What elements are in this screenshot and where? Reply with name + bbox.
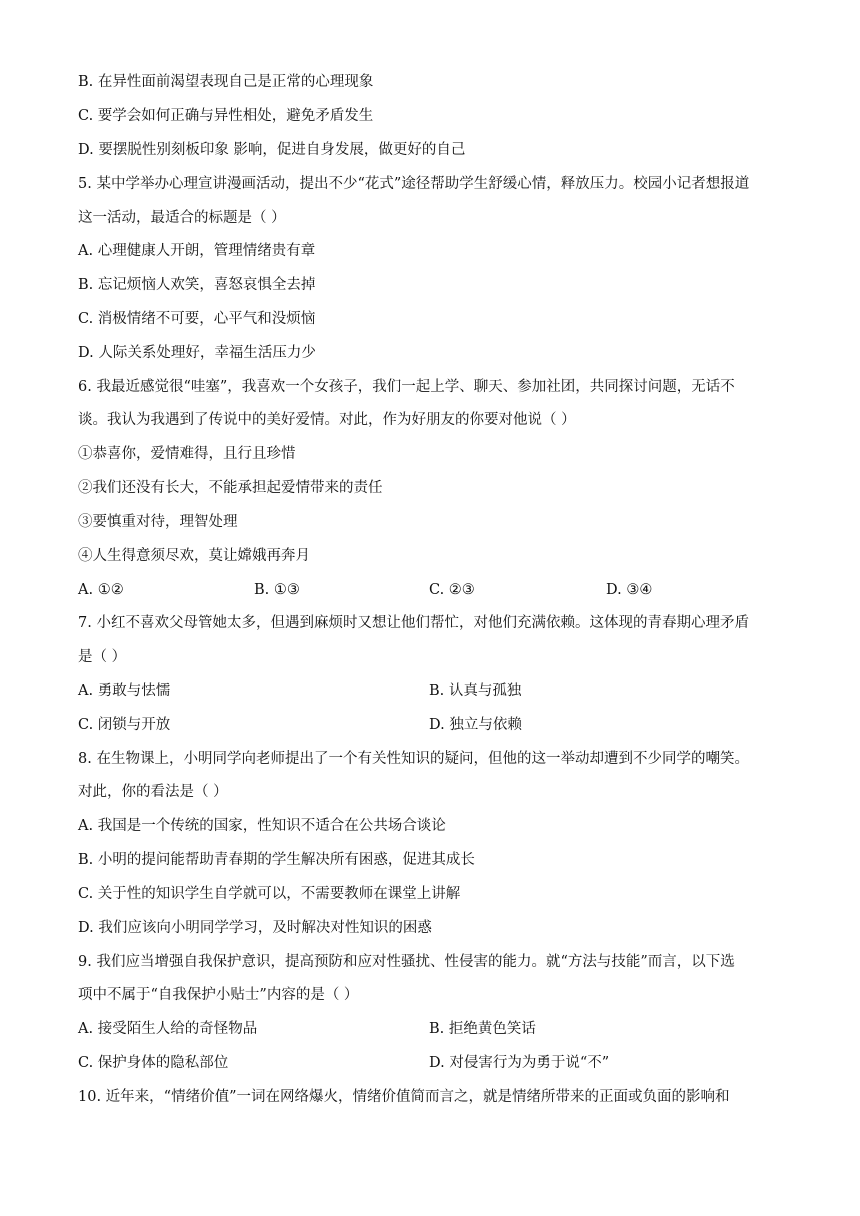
q6-option-c: C. ②③: [429, 582, 475, 598]
q6-option-b: B. ①③: [254, 582, 300, 598]
q8-option-b: B. 小明的提问能帮助青春期的学生解决所有困惑，促进其成长: [78, 852, 475, 868]
q7-stem-line-2: 是（ ）: [78, 649, 127, 665]
q6-option-a: A. ①②: [78, 582, 124, 598]
q5-stem-line-1: 5. 某中学举办心理宣讲漫画活动，提出不少“花式”途径帮助学生舒缓心情，释放压力。校园小记者想报道: [78, 176, 750, 192]
q6-statement-3: ③要慎重对待，理智处理: [78, 514, 238, 530]
q9-option-a: A. 接受陌生人给的奇怪物品: [78, 1021, 258, 1037]
q8-option-d: D. 我们应该向小明同学学习，及时解决对性知识的困惑: [78, 920, 432, 936]
q5-option-a: A. 心理健康人开朗，管理情绪贵有章: [78, 243, 316, 259]
q6-statement-2: ②我们还没有长大，不能承担起爱情带来的责任: [78, 480, 383, 496]
q6-statement-1: ①恭喜你，爱情难得，且行且珍惜: [78, 446, 296, 462]
q10-stem-line-1: 10. 近年来，“情绪价值”一词在网络爆火，情绪价值简而言之，就是情绪所带来的正面或负面的影响和: [78, 1089, 730, 1105]
q9-stem-line-1: 9. 我们应当增强自我保护意识，提高预防和应对性骚扰、性侵害的能力。就“方法与技能”而言，以下选: [78, 954, 735, 970]
q7-option-c: C. 闭锁与开放: [78, 717, 171, 733]
q9-option-b: B. 拒绝黄色笑话: [429, 1021, 536, 1037]
q6-stem-line-1: 6. 我最近感觉很“哇塞”，我喜欢一个女孩子，我们一起上学、聊天、参加社团，共同探讨问题，无话不: [78, 379, 735, 395]
q5-option-b: B. 忘记烦恼人欢笑，喜怒哀惧全去掉: [78, 277, 316, 293]
q8-stem-line-2: 对此，你的看法是（ ）: [78, 784, 228, 800]
q6-stem-line-2: 谈。我认为我遇到了传说中的美好爱情。对此，作为好朋友的你要对他说（ ）: [78, 412, 576, 428]
q5-option-c: C. 消极情绪不可要，心平气和没烦恼: [78, 311, 316, 327]
q8-option-a: A. 我国是一个传统的国家，性知识不适合在公共场合谈论: [78, 818, 446, 834]
q6-option-d: D. ③④: [606, 582, 653, 598]
q4-option-b: B. 在异性面前渴望表现自己是正常的心理现象: [78, 74, 374, 90]
q7-option-a: A. 勇敢与怯懦: [78, 683, 171, 699]
q6-statement-4: ④人生得意须尽欢，莫让嫦娥再奔月: [78, 548, 310, 564]
q7-option-d: D. 独立与依赖: [429, 717, 522, 733]
q4-option-c: C. 要学会如何正确与异性相处，避免矛盾发生: [78, 108, 374, 124]
q4-option-d: D. 要摆脱性别刻板印象 影响，促进自身发展，做更好的自己: [78, 142, 466, 158]
q9-option-d: D. 对侵害行为为勇于说“不”: [429, 1055, 610, 1071]
q7-option-b: B. 认真与孤独: [429, 683, 522, 699]
q7-stem-line-1: 7. 小红不喜欢父母管她太多，但遇到麻烦时又想让他们帮忙，对他们充满依赖。这体现的青春期心理矛盾: [78, 615, 749, 631]
q5-stem-line-2: 这一活动，最适合的标题是（ ）: [78, 210, 286, 226]
q8-option-c: C. 关于性的知识学生自学就可以，不需要教师在课堂上讲解: [78, 886, 461, 902]
q9-stem-line-2: 项中不属于“自我保护小贴士”内容的是（ ）: [78, 987, 359, 1003]
q8-stem-line-1: 8. 在生物课上，小明同学向老师提出了一个有关性知识的疑问，但他的这一举动却遭到不少同学的嘲笑。: [78, 751, 749, 767]
q5-option-d: D. 人际关系处理好，幸福生活压力少: [78, 345, 316, 361]
q9-option-c: C. 保护身体的隐私部位: [78, 1055, 229, 1071]
